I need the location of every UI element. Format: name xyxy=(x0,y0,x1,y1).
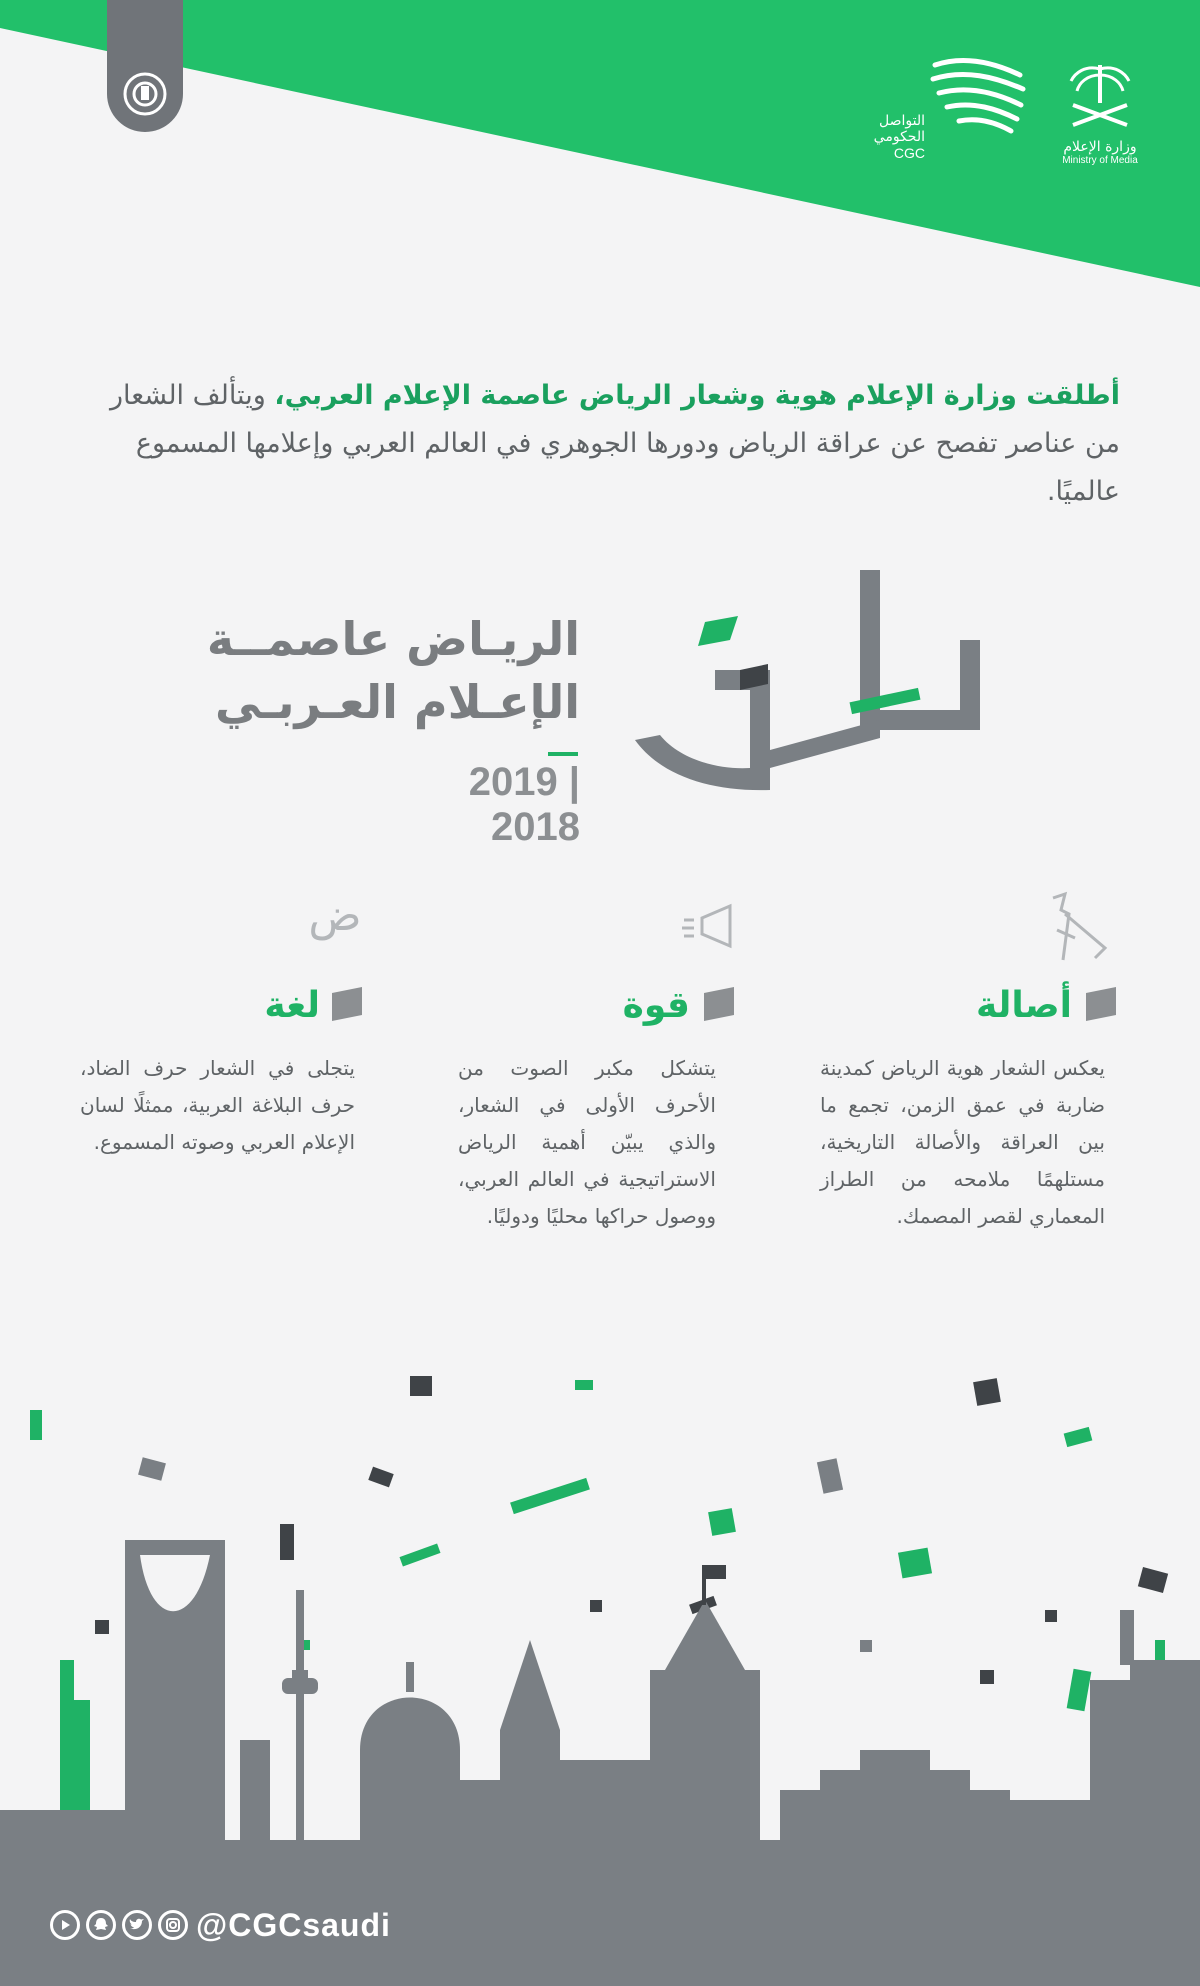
column-body-lugha: يتجلى في الشعار حرف الضاد، حرف البلاغة العربية، ممثلًا لسان الإعلام العربي وصوته المسموع. xyxy=(80,1056,355,1154)
years-label: 2019 | 2018 xyxy=(468,760,580,849)
dad-letter-icon: ض xyxy=(308,890,362,941)
riyadh-logo-mark xyxy=(620,560,990,800)
ministry-name-en: Ministry of Media xyxy=(1062,155,1138,166)
palm-swords-emblem-icon xyxy=(1045,55,1155,135)
intro-paragraph xyxy=(75,372,1120,516)
column-marker-icon xyxy=(1080,985,1120,1023)
cgc-name-en: CGC xyxy=(893,145,925,161)
cgc-name-ar-line2: الحكومي xyxy=(873,129,925,145)
top-left-tab xyxy=(107,0,183,132)
falcon-icon xyxy=(1035,890,1115,965)
cgc-badge-icon xyxy=(107,0,183,132)
cgc-logo xyxy=(855,55,1035,175)
ministry-name-ar: وزارة الإعلام xyxy=(1063,139,1137,155)
youtube-icon[interactable] xyxy=(50,1910,80,1940)
instagram-icon[interactable] xyxy=(158,1910,188,1940)
ministry-logo xyxy=(1045,55,1155,175)
intro-rest: ويتألف الشعار من عناصر تفصح عن عراقة الرياض ودورها الجوهري في العالم العربي وإعلامها المسموع عالميًا. xyxy=(109,380,1120,507)
column-title-quwwa: قوة xyxy=(622,985,690,1026)
twitter-icon[interactable] xyxy=(122,1910,152,1940)
intro-highlight: أطلقت وزارة الإعلام هوية وشعار الرياض عاصمة الإعلام العربي، xyxy=(274,380,1120,411)
logo-title-line2: الإعـلام العـربـي xyxy=(215,675,580,729)
column-marker-icon xyxy=(326,985,366,1023)
column-body-quwwa: يتشكل مكبر الصوت من الأحرف الأولى في الشعار، والذي يبيّن أهمية الرياض الاستراتيجية في العالم العربي، ووصول حراكها محليًا ودوليًا. xyxy=(458,1056,716,1228)
cgc-name-ar-line1: التواصل xyxy=(879,113,925,129)
cgc-waves-icon xyxy=(925,55,1035,145)
column-body-asala: يعكس الشعار هوية الرياض كمدينة ضاربة في عمق الزمن، تجمع ما بين العراقة والأصالة التاريخية، مستلهمًا ملامحه من الطراز المعماري لقصر المصمك. xyxy=(820,1056,1105,1228)
megaphone-icon xyxy=(680,900,740,955)
column-title-asala: أصالة xyxy=(976,985,1072,1026)
logo-title-line1: الريـاض عاصمــة xyxy=(206,612,580,666)
footer-handle[interactable]: @CGCsaudi xyxy=(196,1906,391,1943)
riyadh-skyline-illustration xyxy=(0,1340,1200,1986)
snapchat-icon[interactable] xyxy=(86,1910,116,1940)
footer-social-bar xyxy=(50,1905,391,1945)
cgc-text xyxy=(855,113,925,161)
title-underline xyxy=(548,752,578,756)
column-title-lugha: لغة xyxy=(264,985,320,1026)
column-marker-icon xyxy=(698,985,738,1023)
